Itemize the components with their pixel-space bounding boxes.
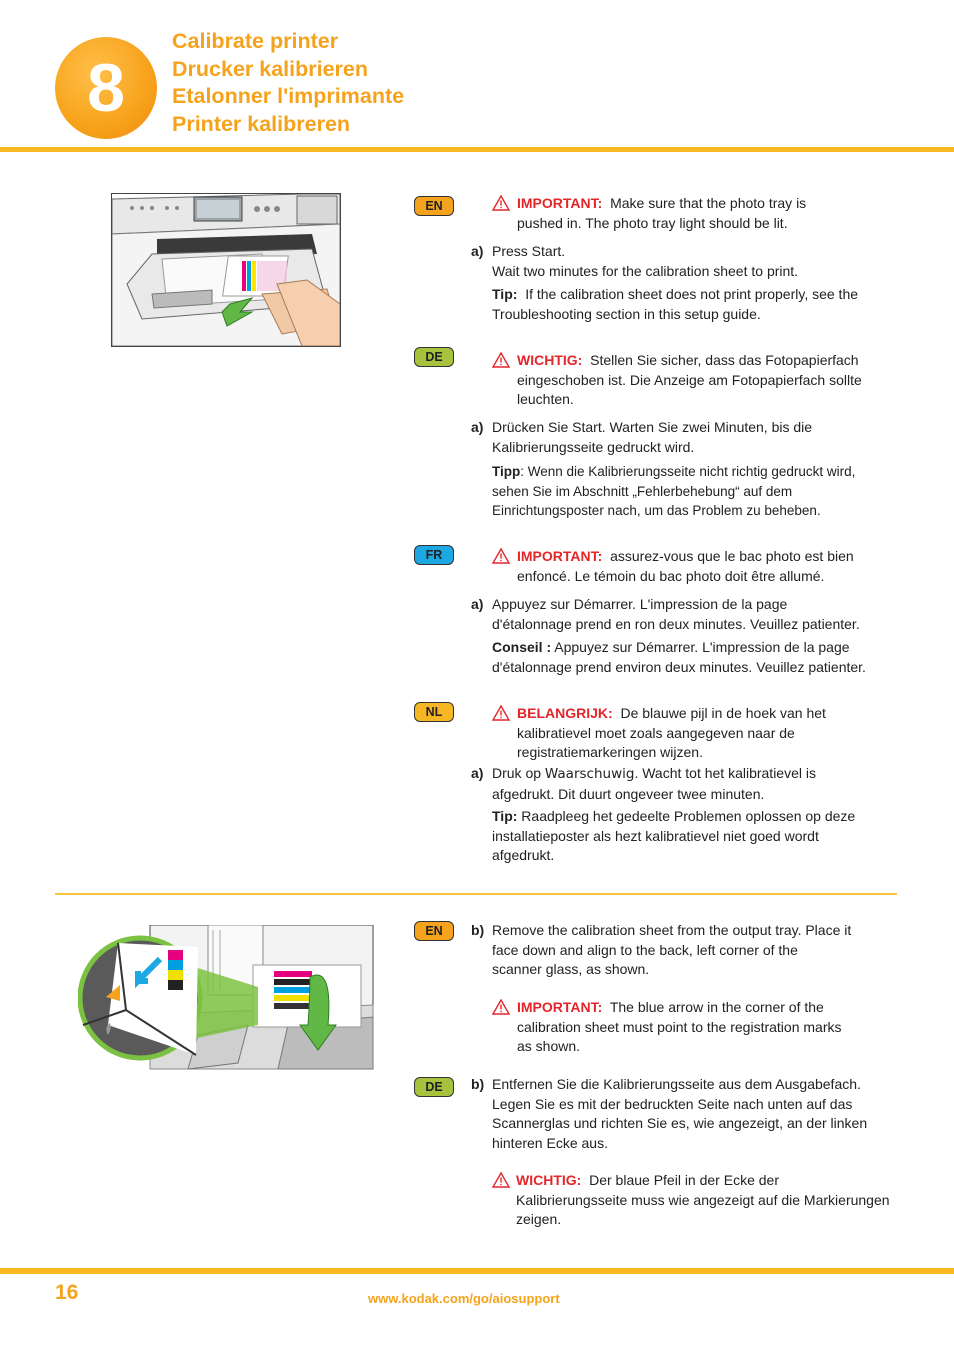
warning-icon: [492, 352, 510, 368]
step-label-a: a): [471, 765, 484, 781]
tip-nl: Tip: Raadpleeg het gedeelte Problemen oplossen op deze installatieposter als hezt kalibratievel niet goed wordt afgedrukt.: [492, 808, 856, 863]
important-label: IMPORTANT:: [517, 195, 603, 211]
lang-badge-nl: NL: [414, 702, 454, 722]
title-fr: Etalonner l'imprimante: [172, 84, 405, 108]
step-text-en-b: Remove the calibration sheet from the output tray. Place it face down and align to the back, left corner of the scanner glass, as shown.: [492, 922, 852, 977]
tip-de: Tipp: Wenn die Kalibrierungsseite nicht richtig gedruckt wird, sehen Sie im Abschnitt „Fehlerbehebung“ auf dem Einrichtungsposter nach, um das Problem zu beheben.: [492, 464, 856, 518]
tip-en: Tip: If the calibration sheet does not print properly, see the Troubleshooting section in this setup guide.: [492, 286, 859, 322]
footer-rule: [0, 1268, 954, 1274]
warning-icon: [492, 548, 510, 564]
page-number: 16: [55, 1281, 79, 1304]
important-note-fr: IMPORTANT: assurez-vous que le bac photo est bien enfoncé. Le témoin du bac photo doit être allumé.: [517, 548, 854, 584]
step-text-en: Press Start. Wait two minutes for the calibration sheet to print.: [492, 243, 799, 279]
lang-badge-en: EN: [414, 921, 454, 941]
page-titles: [172, 28, 404, 138]
warning-icon: [492, 705, 510, 721]
tip-fr: Conseil : Appuyez sur Démarrer. L'impression de la page d'étalonnage prend environ deux minutes. Veuillez patienter.: [492, 639, 866, 675]
step-text-de: Drücken Sie Start. Warten Sie zwei Minuten, bis die Kalibrierungsseite gedruckt wird.: [492, 419, 813, 455]
title-en: Calibrate printer: [172, 29, 339, 53]
important-note-de: WICHTIG: Stellen Sie sicher, dass das Fotopapierfach eingeschoben ist. Die Anzeige am Fotopapierfach sollte leuchten.: [517, 352, 862, 407]
section-divider: [55, 893, 897, 895]
step-label-a: a): [471, 419, 484, 435]
step-text-de-b: Entfernen Sie die Kalibrierungsseite aus dem Ausgabefach. Legen Sie es mit der bedruckten Seite nach unten auf das Scannerglas und richten Sie es, wie angezeigt, an der linken hinteren Ecke aus.: [492, 1076, 868, 1151]
warning-icon: [492, 1172, 510, 1188]
important-note-de-b: WICHTIG: Der blaue Pfeil in der Ecke der Kalibrierungsseite muss wie angezeigt auf die Markierungen zeigen.: [516, 1172, 890, 1227]
title-de: Drucker kalibrieren: [172, 56, 368, 81]
lang-badge-fr: FR: [414, 545, 454, 565]
title-nl: Printer kalibreren: [172, 111, 351, 136]
step-label-b: b): [471, 922, 485, 938]
step-label-a: a): [471, 596, 484, 612]
lang-badge-de: DE: [414, 1077, 454, 1097]
warning-icon: [492, 999, 510, 1015]
header-rule: [0, 147, 954, 152]
step-text-nl: Druk op Waarschuwig. Wacht tot het kalibratievel is afgedrukt. Dit duurt ongeveer twee minuten.: [492, 765, 816, 802]
support-url: www.kodak.com/go/aiosupport: [368, 1291, 560, 1306]
lang-badge-de: DE: [414, 347, 454, 367]
step-label-b: b): [471, 1076, 485, 1092]
step-text-fr: Appuyez sur Démarrer. L'impression de la page d'étalonnage prend en ron deux minutes. Veuillez patienter.: [492, 596, 860, 632]
important-note-en-b: IMPORTANT: The blue arrow in the corner of the calibration sheet must point to the registration marks as shown.: [517, 999, 842, 1054]
lang-badge-en: EN: [414, 196, 454, 216]
step-label-a: a): [471, 243, 484, 259]
scanner-glass-illustration: [78, 925, 374, 1070]
step-number-badge: 8: [55, 37, 157, 139]
warning-icon: [492, 195, 510, 211]
important-note-nl: BELANGRIJK: De blauwe pijl in de hoek van het kalibratievel moet zoals aangegeven naar de registratiemarkeringen wijzen.: [517, 705, 826, 760]
printer-tray-illustration: [111, 193, 341, 347]
important-note-en: IMPORTANT: Make sure that the photo tray is pushed in. The photo tray light should be lit.: [517, 195, 807, 231]
